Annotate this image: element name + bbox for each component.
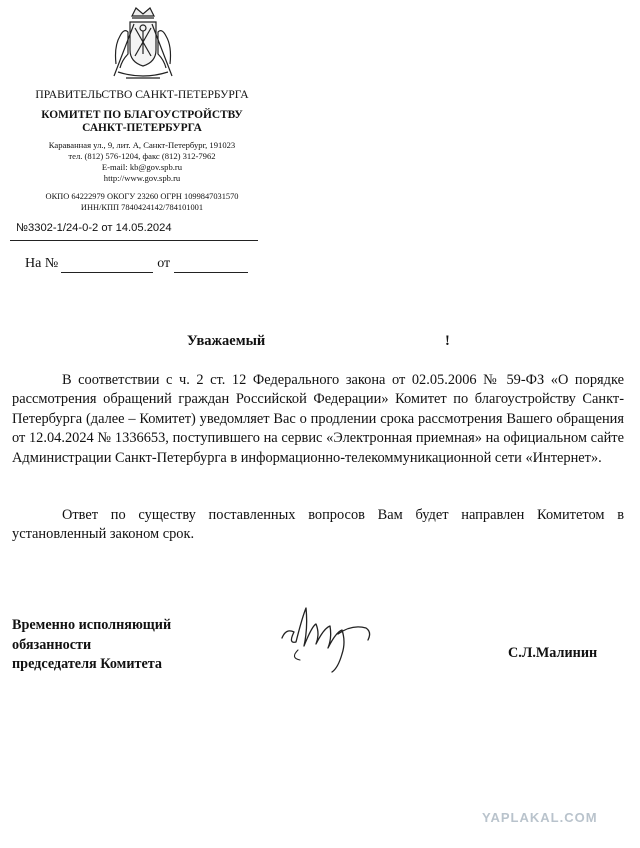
reference-prefix: На №	[25, 256, 59, 271]
committee-inn: ИНН/КПП 7840424142/784101001	[80, 203, 204, 212]
committee-name-line2: САНКТ-ПЕТЕРБУРГА	[82, 122, 202, 134]
reference-number-blank	[61, 256, 153, 273]
committee-name-line1: КОМИТЕТ ПО БЛАГОУСТРОЙСТВУ	[41, 109, 243, 121]
government-title: ПРАВИТЕЛЬСТВО САНКТ-ПЕТЕРБУРГА	[35, 88, 249, 101]
handwritten-signature	[276, 598, 386, 678]
committee-okpo: ОКПО 64222979 ОКОГУ 23260 ОГРН 1099847031570	[45, 192, 239, 201]
registration-number: №3302-1/24-0-2 от 14.05.2024	[16, 222, 172, 234]
body-paragraph-1: В соответствии с ч. 2 ст. 12 Федерального закона от 02.05.2006 № 59-ФЗ «О порядке рассмотрения обращений граждан Российской Федерации» Комитет по благоустройству Санкт-Петербурга (далее – Комитет) уведомляет Вас о продлении срока рассмотрения Вашего обращения от 12.04.2024 № 1336653, поступившего на сервис «Электронная приемная» на официальном сайте Администрации Санкт-Петербурга в информационно-телекоммуникационной сети «Интернет».	[12, 372, 624, 466]
committee-address: Караванная ул., 9, лит. А, Санкт-Петербург, 191023	[48, 140, 236, 150]
signatory-position	[12, 616, 171, 675]
signatory-name: С.Л.Малинин	[508, 645, 598, 661]
signatory-position-line3: председателя Комитета	[12, 656, 163, 672]
body-paragraph-2: Ответ по существу поставленных вопросов Вам будет направлен Комитетом в установленный законом срок.	[12, 507, 624, 543]
site-watermark: YAPLAKAL.COM	[482, 810, 598, 825]
coat-of-arms-emblem	[110, 6, 176, 84]
committee-website: http://www.gov.spb.ru	[103, 173, 181, 183]
committee-email: E-mail: kb@gov.spb.ru	[101, 162, 183, 172]
committee-phone: тел. (812) 576-1204, факс (812) 312-7962	[68, 151, 216, 161]
greeting-exclamation: !	[445, 333, 450, 349]
signatory-position-line1: Временно исполняющий	[12, 617, 172, 633]
reference-row	[25, 256, 248, 273]
signatory-position-line2: обязанности	[12, 636, 92, 653]
reference-date-blank	[174, 256, 248, 273]
greeting: Уважаемый	[187, 333, 266, 349]
reference-from-label: от	[157, 256, 171, 271]
registration-underline	[10, 240, 258, 241]
